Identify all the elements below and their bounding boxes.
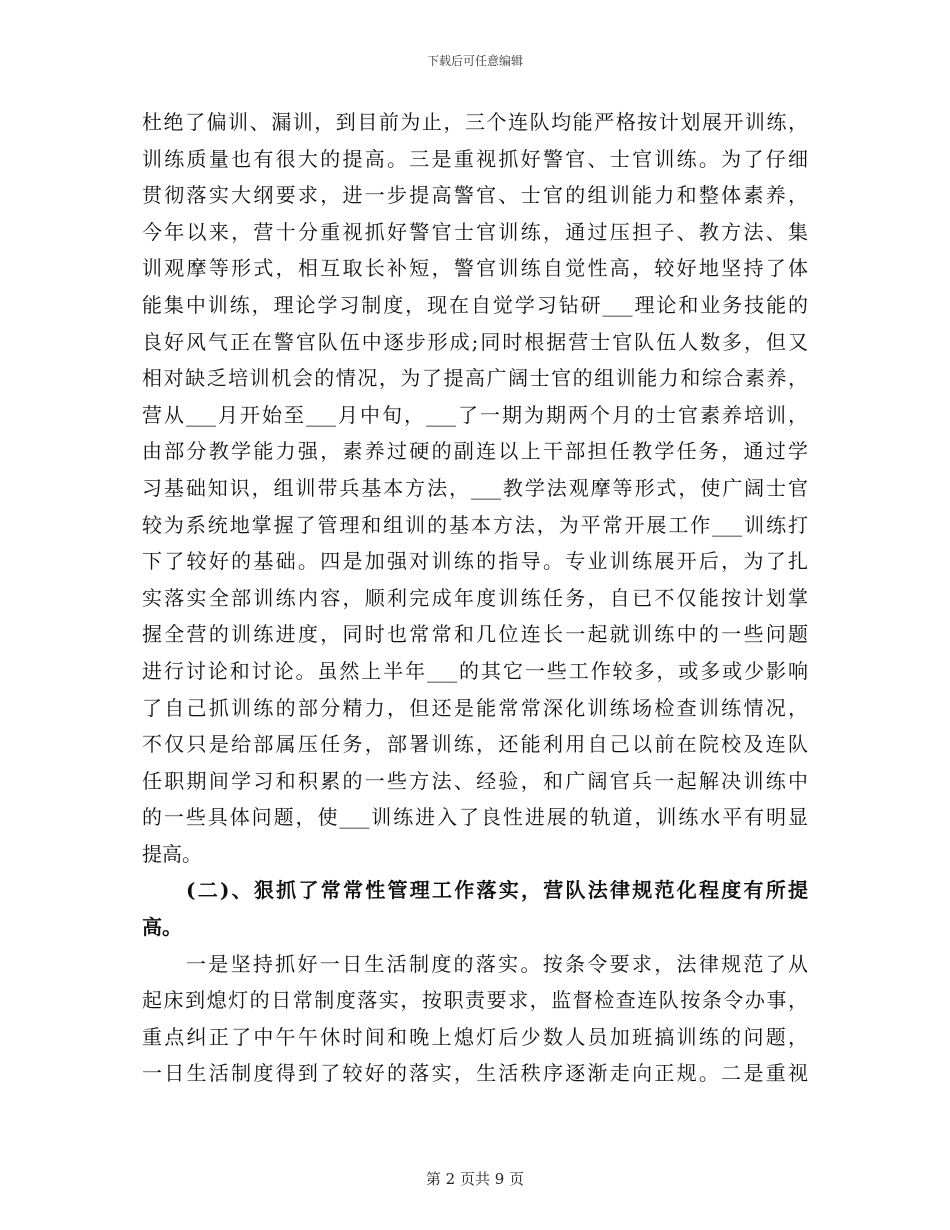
- body-line: 能集中训练，理论学习制度，现在自觉学习钻研___理论和业务技能的: [142, 292, 808, 317]
- body-line: 任职期间学习和积累的一些方法、经验，和广阔官兵一起解决训练中: [142, 768, 808, 793]
- body-line: 了自己抓训练的部分精力，但还是能常常深化训练场检查训练情况，: [142, 695, 808, 720]
- body-line: 重点纠正了中午午休时间和晚上熄灯后少数人员加班搞训练的问题，: [142, 1024, 808, 1049]
- body-line: 提高。: [142, 841, 202, 866]
- body-line: 相对缺乏培训机会的情况，为了提高广阔士官的组训能力和综合素养，: [142, 366, 808, 391]
- body-line: 起床到熄灯的日常制度落实，按职责要求，监督检查连队按条令办事，: [142, 988, 808, 1013]
- body-line: 贯彻落实大纲要求，进一步提高警官、士官的组训能力和整体素养，: [142, 183, 808, 208]
- body-line: 营从___月开始至___月中旬，___了一期为期两个月的士官素养培训，: [142, 402, 808, 427]
- body-line: 较为系统地掌握了管理和组训的基本方法，为平常开展工作___训练打: [142, 512, 808, 537]
- body-line: 实落实全部训练内容，顺利完成年度训练任务，自已不仅能按计划掌: [142, 585, 808, 610]
- page-header: 下载后可任意编辑: [426, 54, 523, 68]
- body-line: 一是坚持抓好一日生活制度的落实。按条令要求，法律规范了从: [186, 951, 808, 976]
- body-line: 杜绝了偏训、漏训，到目前为止，三个连队均能严格按计划展开训练，: [142, 110, 808, 134]
- section-heading-continued: 高。: [142, 915, 182, 940]
- document-body: [142, 104, 808, 1092]
- section-heading: (二)、狠抓了常常性管理工作落实，营队法律规范化程度有所提: [186, 878, 808, 903]
- body-line: 今年以来，营十分重视抓好警官士官训练，通过压担子、教方法、集: [142, 219, 808, 244]
- body-line: 握全营的训练进度，同时也常常和几位连长一起就训练中的一些问题: [142, 622, 808, 647]
- body-line: 进行讨论和讨论。虽然上半年___的其它一些工作较多，或多或少影响: [142, 658, 808, 683]
- body-line: 良好风气正在警官队伍中逐步形成;同时根据营士官队伍人数多，但又: [142, 329, 808, 354]
- page-footer: 第 2 页共 9 页: [425, 1170, 525, 1188]
- body-line: 训练质量也有很大的提高。三是重视抓好警官、士官训练。为了仔细: [142, 146, 808, 171]
- body-line: 不仅只是给部属压任务，部署训练，还能利用自己以前在院校及连队: [142, 732, 808, 757]
- body-line: 的一些具体问题，使___训练进入了良性进展的轨道，训练水平有明显: [142, 805, 808, 830]
- body-line: 训观摩等形式，相互取长补短，警官训练自觉性高，较好地坚持了体: [142, 256, 808, 281]
- body-line: 习基础知识，组训带兵基本方法，___教学法观摩等形式，使广阔士官: [142, 475, 808, 500]
- body-line: 下了较好的基础。四是加强对训练的指导。专业训练展开后，为了扎: [142, 549, 808, 574]
- body-line: 由部分教学能力强，素养过硬的副连以上干部担任教学任务，通过学: [142, 439, 808, 464]
- body-line: 一日生活制度得到了较好的落实，生活秩序逐渐走向正规。二是重视: [142, 1061, 808, 1086]
